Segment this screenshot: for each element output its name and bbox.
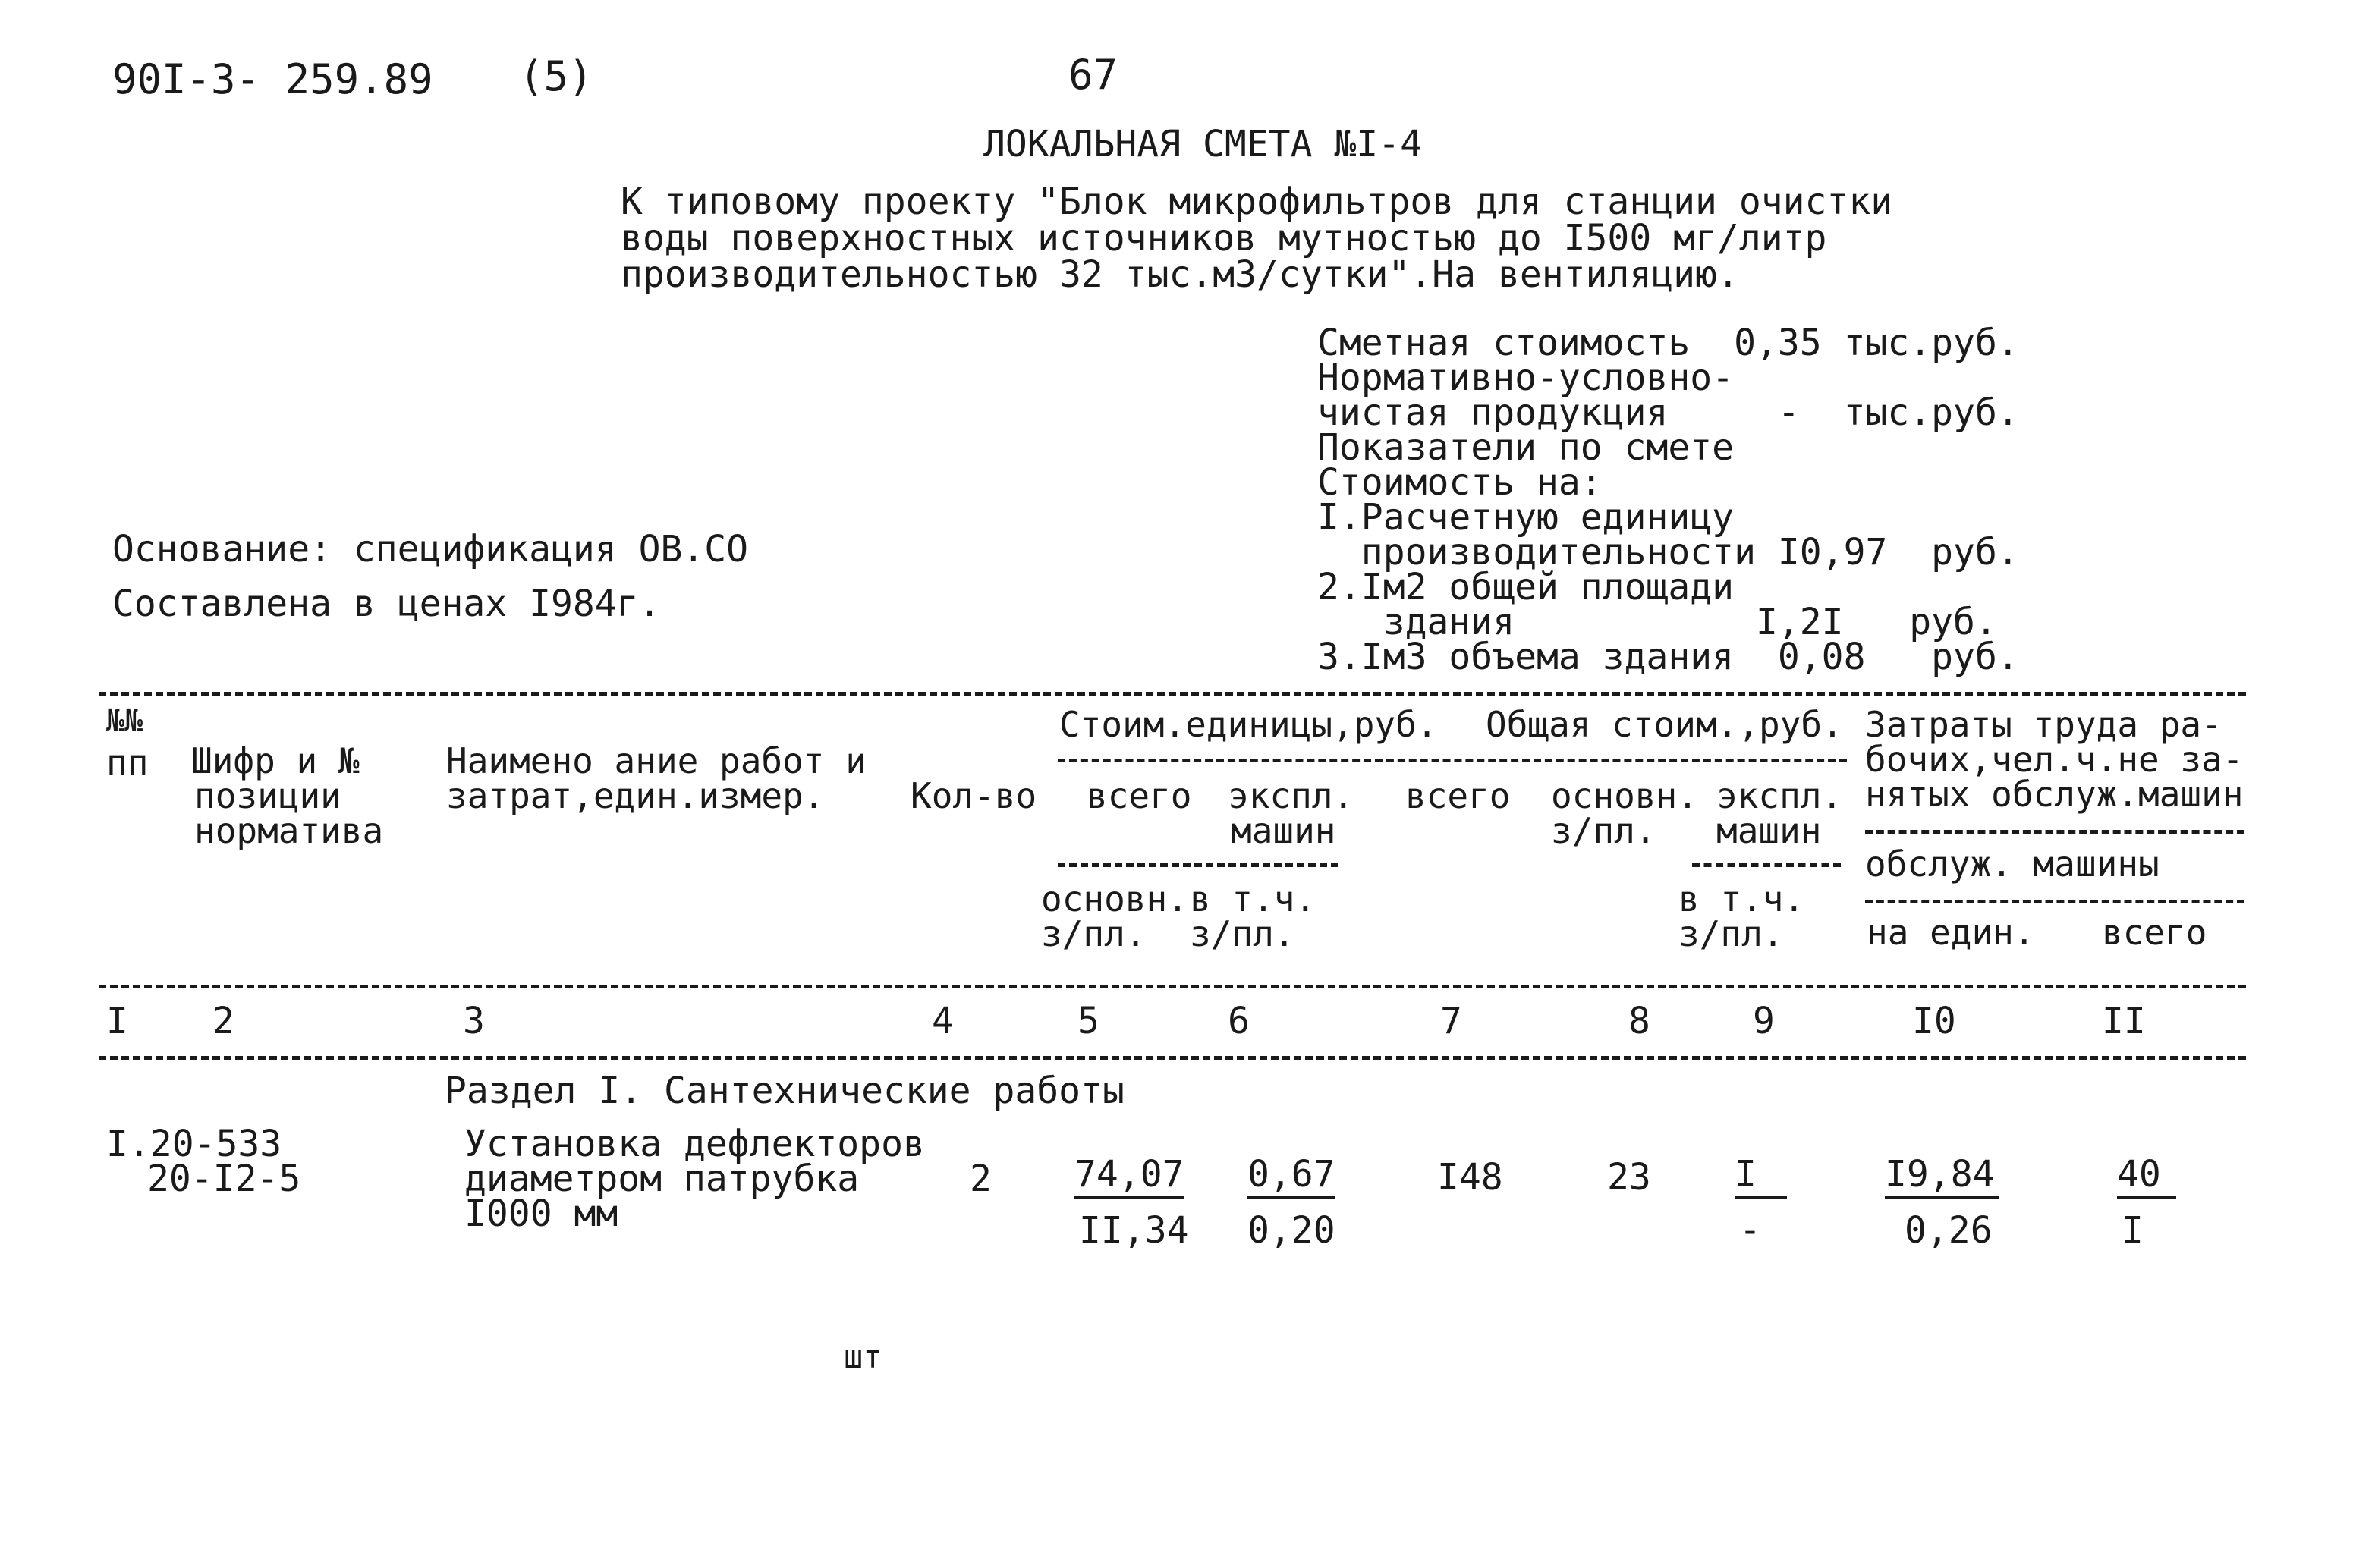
summary-line-7: производительности I0,97 руб. xyxy=(1317,531,2019,573)
header-total-cost: Общая стоим.,руб. xyxy=(1486,704,1843,745)
row-labor-unit-base: 0,26 xyxy=(1905,1209,1993,1252)
row-total-machines: I xyxy=(1735,1156,1787,1199)
header-col7-total: всего xyxy=(1405,775,1511,816)
sheet-number: (5) xyxy=(519,52,593,100)
header-col9-incl-line2: з/пл. xyxy=(1678,913,1784,954)
row-labor-unit: I9,84 xyxy=(1885,1156,1999,1199)
row-total-machines-base: - xyxy=(1739,1209,1761,1252)
row-unit-machines-base: 0,20 xyxy=(1247,1209,1335,1252)
header-col9-line1: экспл. xyxy=(1716,775,1843,816)
row-quantity: 2 xyxy=(970,1158,992,1200)
header-col2-line2: позиции xyxy=(194,775,341,816)
header-bottom-rule xyxy=(99,985,2246,988)
header-col8-line2: з/пл. xyxy=(1551,810,1656,851)
subtitle-line-1: К типовому проекту "Блок микрофильтров для станции очистки xyxy=(621,181,1893,223)
header-col6-incl-line2: з/пл. xyxy=(1190,913,1295,954)
summary-line-1: Сметная стоимость 0,35 тыс.руб. xyxy=(1317,322,2019,364)
column-number-11: II xyxy=(2102,1000,2146,1042)
row-labor-total-base: I xyxy=(2122,1209,2144,1252)
row-unit-machines: 0,67 xyxy=(1247,1156,1335,1199)
summary-line-10: 3.Iм3 объема здания 0,08 руб. xyxy=(1317,636,2019,678)
footnote-unit: шт xyxy=(844,1338,882,1375)
row-name-3: I000 мм xyxy=(464,1192,618,1235)
header-col6-line1: экспл. xyxy=(1228,775,1354,816)
header-col1-line1: №№ xyxy=(106,703,143,738)
column-number-3: 3 xyxy=(463,1000,485,1042)
column-number-10: I0 xyxy=(1912,1000,1956,1042)
summary-line-6: I.Расчетную единицу xyxy=(1317,496,1735,539)
header-col8-line1: основн. xyxy=(1551,775,1698,816)
row-unit-base: II,34 xyxy=(1079,1209,1189,1252)
column-number-6: 6 xyxy=(1228,1000,1250,1042)
header-col6-line2: машин xyxy=(1231,810,1336,851)
subtitle-line-3: производительностью 32 тыс.м3/сутки".На вентиляцию. xyxy=(621,253,1739,296)
column-number-4: 4 xyxy=(932,1000,954,1042)
header-col5-base-line2: з/пл. xyxy=(1041,913,1147,954)
row-code-2: 20-I2-5 xyxy=(147,1158,301,1200)
header-labor-line1: Затраты труда ра- xyxy=(1865,704,2222,745)
header-labor-rule-1 xyxy=(1865,830,2244,834)
column-number-2: 2 xyxy=(212,1000,234,1042)
row-code-1: I.20-533 xyxy=(106,1123,282,1165)
header-col2-line3: норматива xyxy=(194,810,384,851)
prices-line: Составлена в ценах I984г. xyxy=(112,583,661,625)
row-labor-total: 40 xyxy=(2117,1156,2176,1199)
summary-line-5: Стоимость на: xyxy=(1317,461,1603,504)
column-number-8: 8 xyxy=(1628,1000,1650,1042)
summary-line-2: Нормативно-условно- xyxy=(1317,357,1735,399)
row-name-2: диаметром патрубка xyxy=(464,1158,860,1200)
header-col5-6-rule xyxy=(1058,863,1338,867)
header-col6-incl-line1: в т.ч. xyxy=(1190,878,1316,919)
section-title: Раздел I. Сантехнические работы xyxy=(445,1070,1125,1112)
column-number-9: 9 xyxy=(1753,1000,1775,1042)
header-col10-unit: на един. xyxy=(1867,912,2035,953)
header-cost-rule xyxy=(1058,759,1847,762)
summary-line-8: 2.Iм2 общей площади xyxy=(1317,566,1735,608)
header-labor-rule-2 xyxy=(1865,900,2244,903)
estimate-title: ЛОКАЛЬНАЯ СМЕТА №I-4 xyxy=(983,123,1422,165)
header-col3-line2: затрат,един.измер. xyxy=(446,775,825,816)
header-col11-total: всего xyxy=(2102,912,2207,953)
header-col10-service: обслуж. машины xyxy=(1865,844,2160,885)
row-name-1: Установка дефлекторов xyxy=(464,1123,925,1165)
header-col9-line2: машин xyxy=(1716,810,1822,851)
column-number-7: 7 xyxy=(1440,1000,1462,1042)
header-labor-line3: нятых обслуж.машин xyxy=(1865,774,2244,815)
row-total: I48 xyxy=(1437,1156,1503,1199)
header-col9-incl-line1: в т.ч. xyxy=(1678,878,1805,919)
header-unit-cost: Стоим.единицы,руб. xyxy=(1059,704,1438,745)
column-numbers-rule xyxy=(99,1056,2246,1060)
column-number-1: I xyxy=(106,1000,128,1042)
column-number-5: 5 xyxy=(1077,1000,1099,1042)
subtitle-line-2: воды поверхностных источников мутностью до I500 мг/литр xyxy=(621,217,1827,259)
row-total-base: 23 xyxy=(1607,1156,1651,1199)
header-col3-line1: Наимено ание работ и xyxy=(446,740,867,781)
page-number: 67 xyxy=(1068,51,1118,99)
summary-line-3: чистая продукция - тыс.руб. xyxy=(1317,391,2019,434)
table-top-rule xyxy=(99,692,2246,696)
header-col4: Кол-во xyxy=(911,775,1037,816)
header-labor-line2: бочих,чел.ч.не за- xyxy=(1865,739,2244,780)
header-col5-base-line1: основн. xyxy=(1041,878,1188,919)
row-unit-total: 74,07 xyxy=(1074,1156,1184,1199)
header-col2-line1: Шифр и № xyxy=(191,740,360,781)
document-code: 90I-3- 259.89 xyxy=(112,55,433,103)
header-col1-line2: пп xyxy=(106,742,149,783)
header-col5-total: всего xyxy=(1087,775,1192,816)
header-col9-rule xyxy=(1692,863,1841,867)
summary-line-9: здания I,2I руб. xyxy=(1317,601,1997,643)
basis-line: Основание: спецификация ОВ.СО xyxy=(112,528,749,570)
summary-line-4: Показатели по смете xyxy=(1317,426,1735,469)
